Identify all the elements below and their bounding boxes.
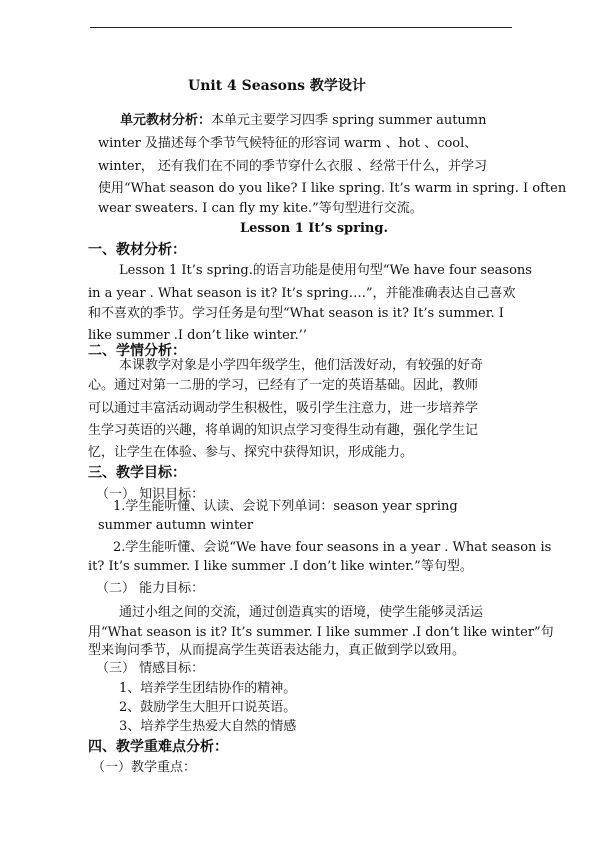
- ability-goal-line-3: 型来询问季节，从而提高学生英语表达能力，真正做到学以致用。: [88, 643, 466, 658]
- section-2-line-1: 本课教学对象是小学四年级学生，他们活泼好动，有较强的好奇: [119, 358, 484, 373]
- knowledge-item-2-line-2: it? It’s summer. I like summer .I don’t like winter.”等句型。: [88, 559, 473, 574]
- lesson-title: Lesson 1 It’s spring.: [240, 221, 388, 236]
- section-2-line-3: 可以通过丰富活动调动学生积极性，吸引学生注意力，进一步培养学: [88, 401, 479, 416]
- unit-analysis-line-5: wear sweaters. I can fly my kite.”等句型进行交流。: [98, 201, 423, 216]
- section-2-line-5: 忆，让学生在体验、参与、探究中获得知识，形成能力。: [88, 445, 414, 460]
- ability-goal-heading: （二） 能力目标：: [96, 581, 205, 596]
- section-4-heading: 四、教学重难点分析：: [88, 739, 228, 755]
- knowledge-item-1-line-1: 1.学生能听懂、认读、会说下列单词：season year spring: [113, 499, 458, 514]
- emotion-goal-item-1: 1、培养学生团结协作的精神。: [119, 681, 297, 696]
- unit-analysis-line-3: winter， 还有我们在不同的季节穿什么衣服 、经常干什么，并学习: [98, 159, 488, 174]
- section-1-line-3: 和不喜欢的季节。学习任务是句型“What season is it? It’s summer. I: [88, 306, 504, 321]
- knowledge-goal-heading: （一） 知识目标：: [96, 487, 205, 502]
- ability-goal-line-2: 用“What season is it? It’s summer. I like summer .I don’t like winter”句: [88, 625, 554, 640]
- unit-analysis-first-line: [120, 113, 487, 129]
- emotion-goal-item-3: 3、培养学生热爱大自然的情感: [119, 719, 297, 734]
- knowledge-item-2-line-1: 2.学生能听懂、会说“We have four seasons in a year . What season is: [113, 540, 552, 555]
- header-rule: [90, 27, 512, 28]
- section-2-line-2: 心。通过对第一二册的学习，已经有了一定的英语基础。因此，教师: [88, 378, 479, 393]
- emotion-goal-heading: （三） 情感目标：: [96, 661, 205, 676]
- unit-analysis-label: 单元教材分析：: [120, 113, 212, 128]
- section-2-heading: 二、学情分析：: [88, 343, 186, 359]
- section-1-heading: 一、教材分析：: [88, 242, 186, 258]
- unit-analysis-line-1: 本单元主要学习四季 spring summer autumn: [211, 113, 487, 128]
- emotion-goal-item-2: 2、鼓励学生大胆开口说英语。: [119, 700, 297, 715]
- section-2-line-4: 生学习英语的兴趣，将单调的知识点学习变得生动有趣，强化学生记: [88, 423, 479, 438]
- section-1-line-1: Lesson 1 It’s spring.的语言功能是使用句型“We have four seasons: [119, 263, 532, 278]
- section-1-line-2: in a year . What season is it? It’s spring….”，并能准确表达自己喜欢: [88, 286, 516, 301]
- unit-analysis-line-4: 使用“What season do you like? I like spring. It’s warm in spring. I often: [98, 181, 567, 196]
- section-3-heading: 三、教学目标：: [88, 465, 186, 481]
- page-title: Unit 4 Seasons 教学设计: [188, 78, 366, 94]
- section-1-line-4: like summer .I don’t like winter.’’: [88, 328, 307, 343]
- unit-analysis-line-2: winter 及描述每个季节气候特征的形容词 warm 、hot 、cool、: [98, 136, 478, 151]
- teaching-focus-heading: （一）教学重点：: [92, 760, 197, 775]
- knowledge-item-1-line-2: summer autumn winter: [98, 518, 254, 533]
- ability-goal-line-1: 通过小组之间的交流，通过创造真实的语境，使学生能够灵活运: [119, 605, 484, 620]
